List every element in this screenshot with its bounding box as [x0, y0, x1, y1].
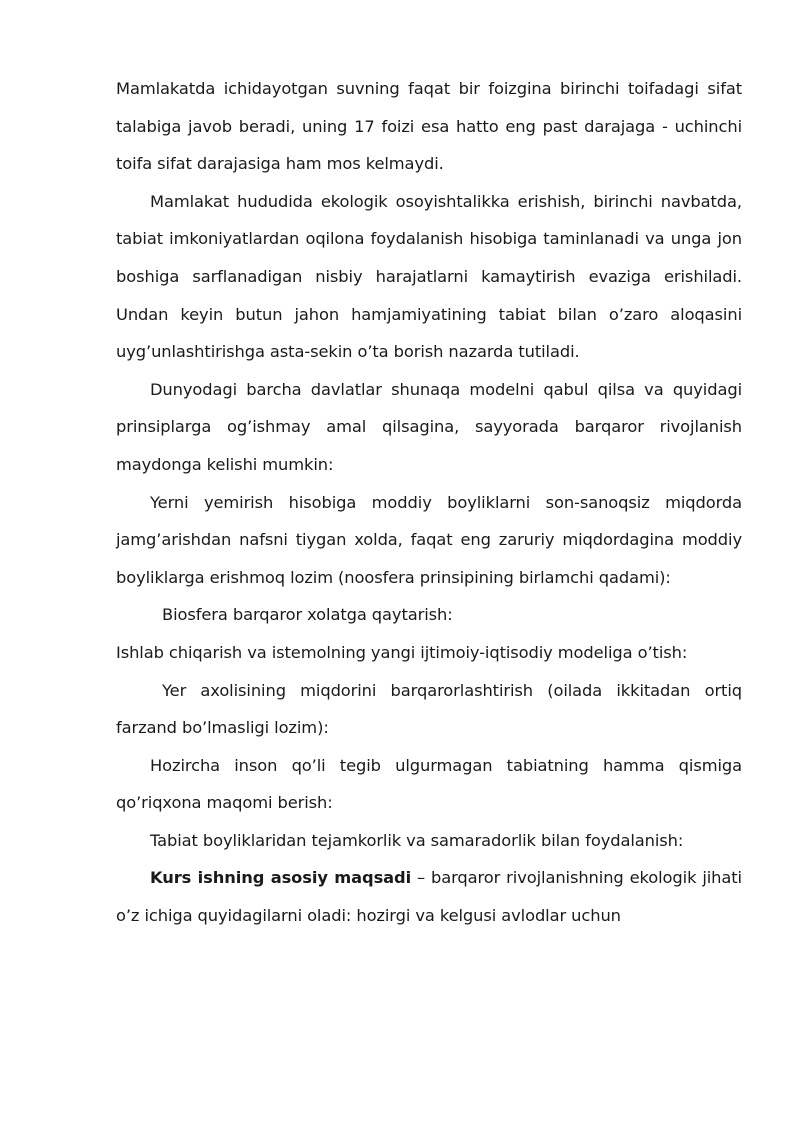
paragraph-reserves: Hozircha inson qo’li tegib ulgurmagan tabiatning hamma qismiga qo’riqxona maqomi berish:	[116, 755, 742, 813]
course-goal-text: – barqaror rivojlanishning ekologik jihati o’z ichiga quyidagilarni oladi: hozirgi va kelgusi avlodlar uchun	[116, 868, 742, 926]
document-page	[116, 70, 742, 935]
paragraph-water-quality: Mamlakatda ichidayotgan suvning faqat bir foizgina birinchi toifadagi sifat talabiga javob beradi, uning 17 foizi esa hatto eng past darajaga - uchinchi toifa sifat darajasiga ham mos kelmaydi.	[116, 79, 742, 174]
paragraph-course-goal	[116, 859, 742, 934]
paragraph-world-states: Dunyodagi barcha davlatlar shunaqa modelni qabul qilsa va quyidagi prinsiplarga og’ishmay amal qilsagina, sayyorada barqaror rivojlanish maydonga kelishi mumkin:	[116, 379, 742, 474]
paragraph-production-model: Ishlab chiqarish va istemolning yangi ijtimoiy-iqtisodiy modeliga o’tish:	[116, 642, 688, 662]
paragraph-ecological-stability: Mamlakat hududida ekologik osoyishtalikka erishish, birinchi navbatda, tabiat imkoniyatlardan oqilona foydalanish hisobiga taminlanadi va unga jon boshiga sarflanadigan nisbiy harajatlarni kamaytirish evaziga erishiladi. Undan keyin butun jahon hamjamiyatining tabiat bilan o’zaro aloqasini uyg’unlashtirishga asta-sekin o’ta borish nazarda tutiladi.	[116, 191, 742, 362]
paragraph-population: Yer axolisining miqdorini barqarorlashtirish (oilada ikkitadan ortiq farzand bo’lmasligi lozim):	[116, 680, 742, 738]
course-goal-lead: Kurs ishning asosiy maqsadi	[150, 868, 412, 888]
paragraph-resources: Tabiat boyliklaridan tejamkorlik va samaradorlik bilan foydalanish:	[150, 830, 684, 850]
paragraph-biosphere: Biosfera barqaror xolatga qaytarish:	[162, 605, 453, 625]
paragraph-noosphere-principle: Yerni yemirish hisobiga moddiy boyliklarni son-sanoqsiz miqdorda jamg’arishdan nafsni tiygan xolda, faqat eng zaruriy miqdordagina moddiy boyliklarga erishmoq lozim (noosfera prinsipining birlamchi qadami):	[116, 492, 742, 587]
